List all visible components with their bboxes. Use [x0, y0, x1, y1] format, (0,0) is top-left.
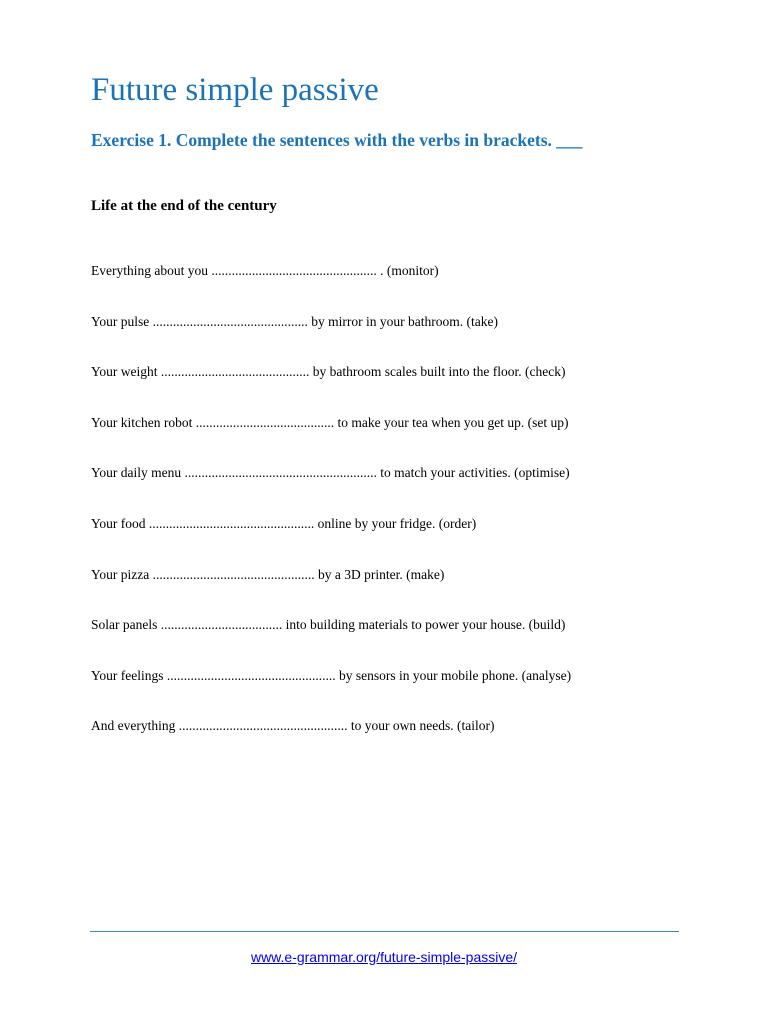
exercise-sentence-1: Everything about you ................................................. . (monitor): [91, 263, 439, 278]
footer-website-link[interactable]: www.e-grammar.org/future-simple-passive/: [250, 949, 518, 965]
exercise-sentence-7: Your pizza ................................................ by a 3D printer. (make): [91, 566, 445, 582]
exercise-sentence-8: Solar panels .................................... into building materials to power your house. (build): [91, 617, 566, 633]
section-heading: Life at the end of the century: [91, 198, 277, 214]
exercise-sentence-4: Your kitchen robot ......................................... to make your tea when you get up. (set up): [91, 414, 569, 430]
footer-divider: [90, 931, 679, 932]
exercise-instructions: Exercise 1. Complete the sentences with the verbs in brackets. ___: [91, 130, 583, 150]
exercise-sentence-9: Your feelings .................................................. by sensors in your mobile phone. (analyse): [91, 667, 572, 683]
exercise-sentence-3: Your weight ............................................ by bathroom scales built into the floor. (check): [91, 364, 566, 380]
exercise-sentence-5: Your daily menu ......................................................... to match your activities. (optimise): [91, 465, 570, 481]
page-title: Future simple passive: [91, 72, 379, 108]
exercise-sentence-2: Your pulse .............................................. by mirror in your bathroom. (take): [91, 313, 498, 329]
exercise-sentence-list: [91, 262, 571, 768]
exercise-sentence-10: And everything .................................................. to your own needs. (tailor): [91, 718, 495, 734]
exercise-sentence-6: Your food ................................................. online by your fridge. (order): [91, 515, 477, 531]
